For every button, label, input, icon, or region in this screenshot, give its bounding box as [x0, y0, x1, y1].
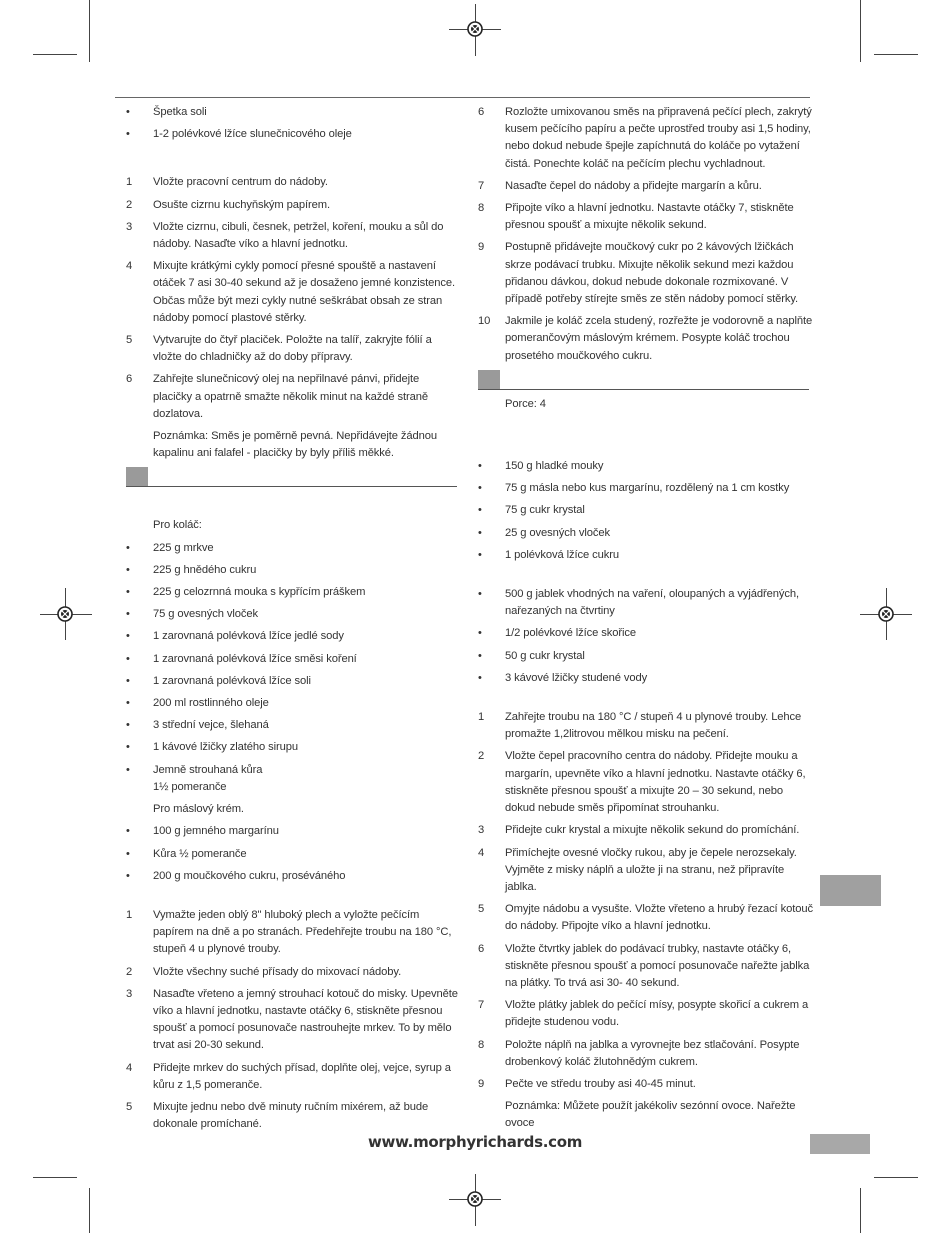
crop-mark-bottom-right-h: [874, 1177, 918, 1178]
step-item: 5 Omyjte nádobu a vysušte. Vložte vřeteno a hrubý řezací kotouč do nádoby. Připojte víko a hlavní jednotku.: [478, 903, 813, 933]
section-rule: [126, 486, 457, 487]
step-item: 4 Mixujte krátkými cykly pomocí přesné spouště a nastavení otáček 7 asi 30-40 sekund až je dosaženo jemné konzistence. Občas může být mezi cykly nutné seškrábat obsah ze stran nádoby pomocí plastové stěrky.: [126, 260, 455, 324]
step-item: 7 Nasaďte čepel do nádoby a přidejte margarín a kůru.: [478, 179, 762, 192]
subheading: Pro máslový krém.: [153, 803, 244, 816]
list-item: • 75 g cukr krystal: [478, 504, 585, 517]
step-item: 3 Vložte cizrnu, cibuli, česnek, petržel, koření, mouku a sůl do nádoby. Nasaďte víko a hlavní jednotku.: [126, 220, 444, 251]
step-item: 1 Zahřejte troubu na 180 °C / stupeň 4 u plynové trouby. Lehce promažte 1,2litrovou mělkou misku na pečení.: [478, 711, 802, 741]
language-tab: [820, 875, 881, 906]
list-item: • 1 zarovnaná polévková lžíce soli: [126, 674, 311, 687]
list-item: • 225 g celozrnná mouka s kypřícím práškem: [126, 586, 366, 599]
list-item: • 150 g hladké mouky: [478, 460, 604, 473]
crop-mark-bottom-right-v: [860, 1188, 861, 1233]
list-item: • 200 ml rostlinného oleje: [126, 697, 269, 710]
step-item: 2 Vložte všechny suché přísady do mixovací nádoby.: [126, 965, 402, 978]
registration-mark-right: [873, 601, 899, 627]
step-item: 1 Vymažte jeden oblý 8" hluboký plech a vyložte pečícím papírem na dně a po stranách. Předehřejte troubu na 180 °C, stupeň 4 u plynové trouby.: [126, 908, 452, 956]
list-item: • 50 g cukr krystal: [478, 649, 585, 662]
list-item: • 25 g ovesných vloček: [478, 526, 610, 539]
list-item: • 1 polévková lžíce cukru: [478, 548, 619, 561]
list-item: • 75 g ovesných vloček: [126, 608, 258, 621]
note: Poznámka: Můžete použít jakékoliv sezónní ovoce. Nařežte ovoce: [505, 1100, 796, 1130]
crop-mark-bottom-left-h: [33, 1177, 77, 1178]
section-marker: [126, 467, 148, 486]
list-item: • 500 g jablek vhodných na vaření, oloupaných a vyjádřených, nařezaných na čtvrtiny: [478, 588, 799, 618]
list-item: • 3 střední vejce, šlehaná: [126, 719, 269, 732]
list-item: • 1/2 polévkové lžíce skořice: [478, 627, 636, 640]
registration-mark-left: [52, 601, 78, 627]
crop-mark-top-right-v: [860, 0, 861, 62]
header-rule: [115, 97, 810, 98]
list-item: • 100 g jemného margarínu: [126, 825, 279, 838]
step-item: 6 Vložte čtvrtky jablek do podávací trubky, nastavte otáčky 6, stiskněte přesnou spoušť a pomocí posunovače nařežte jablka na plátky. To trvá asi 30- 40 sekund.: [478, 942, 810, 989]
page-number-tab: [810, 1134, 870, 1154]
step-item: 9 Pečte ve středu trouby asi 40-45 minut.: [478, 1077, 696, 1090]
list-item: • 225 g hnědého cukru: [126, 563, 257, 576]
step-item: 7 Vložte plátky jablek do pečící mísy, posypte skořicí a cukrem a přidejte studenou vodu.: [478, 999, 809, 1029]
crop-mark-bottom-left-v: [89, 1188, 90, 1233]
list-item: • Špetka soli: [126, 106, 207, 118]
list-item: • 1-2 polévkové lžíce slunečnicového oleje: [126, 128, 352, 141]
crop-mark-top-left-v: [89, 0, 90, 62]
step-item: 2 Osušte cizrnu kuchyňským papírem.: [126, 198, 331, 211]
step-item: 2 Vložte čepel pracovního centra do nádoby. Přidejte mouku a margarín, upevněte víko a hlavní jednotku. Nastavte otáčky 6, stiskněte přesnou spoušť a mixujte 20 – 30 sekund, nebo dokud nebude směs připomínat strouhanku.: [478, 750, 806, 815]
step-item: 8 Položte náplň na jablka a vyrovnejte bez stlačování. Posypte drobenkový koláč žlutohnědým cukrem.: [478, 1038, 800, 1068]
section-rule: [478, 389, 809, 390]
step-item: 3 Přidejte cukr krystal a mixujte několik sekund do promíchání.: [478, 824, 800, 837]
list-item: • Kůra ½ pomeranče: [126, 847, 247, 860]
list-item: • 1 kávové lžičky zlatého sirupu: [126, 741, 298, 754]
step-item: 3 Nasaďte vřeteno a jemný strouhací kotouč do misky. Upevněte víko a hlavní jednotku, nastavte otáčky 6, stiskněte přesnou spoušť a pomocí posunovače nastrouhejte mrkev. To by mělo trvat asi 20-30 sekund.: [126, 987, 458, 1052]
step-item: 5 Mixujte jednu nebo dvě minuty ručním mixérem, až bude dokonale promíchané.: [126, 1100, 429, 1131]
step-item: 4 Přimíchejte ovesné vločky rukou, aby je čepele nerozsekaly. Vyjměte z misky náplň a uložte ji na stranu, než připravíte jablka.: [478, 846, 797, 893]
portions: Porce: 4: [505, 397, 546, 410]
right-column: [478, 104, 813, 1133]
section-header: [478, 370, 813, 390]
crop-mark-top-right-h: [874, 54, 918, 55]
list-item: • 3 kávové lžičky studené vody: [478, 671, 648, 684]
list-item: • 1 zarovnaná polévková lžíce směsi koření: [126, 652, 357, 665]
note: Poznámka: Směs je poměrně pevná. Nepřidávejte žádnou kapalinu ani falafel - placičky by byly příliš měkké.: [153, 430, 437, 460]
subheading: Pro koláč:: [153, 519, 202, 532]
step-item: 8 Připojte víko a hlavní jednotku. Nastavte otáčky 7, stiskněte přesnou spoušť a mixujte několik sekund.: [478, 202, 794, 232]
footer-url: www.morphyrichards.com: [367, 1133, 583, 1151]
list-item: • 225 g mrkve: [126, 541, 214, 554]
list-item: • 200 g moučkového cukru, proséváného: [126, 869, 346, 882]
section-marker: [478, 370, 500, 389]
step-item: 9 Postupně přidávejte moučkový cukr po 2 kávových lžičkách skrze podávací trubku. Mixujte několik sekund mezi každou přidanou dávkou, dokud nebude dokonale rozmixované. V případě potřeby stírejte směs ze stěn nádoby pomocí stěrky.: [478, 241, 798, 306]
section-header: [126, 467, 460, 487]
list-item-continuation: 1½ pomeranče: [153, 780, 227, 793]
list-item: • Jemně strouhaná kůra: [126, 763, 263, 776]
step-item: 6 Rozložte umixovanou směs na připravená pečící plech, zakrytý kusem pečícího papíru a pečte uprostřed trouby asi 1,5 hodiny, nebo dokud nebude špejle zapíchnutá do koláče po vytažení čistá. Ponechte koláč na pečícím plechu vychladnout.: [478, 106, 812, 170]
list-item: • 75 g másla nebo kus margarínu, rozdělený na 1 cm kostky: [478, 482, 790, 495]
crop-mark-top-left-h: [33, 54, 77, 55]
registration-mark-bottom: [462, 1186, 488, 1212]
step-item: 5 Vytvarujte do čtyř placiček. Položte na talíř, zakryjte fólií a vložte do chladničky až do doby přípravy.: [126, 334, 432, 364]
list-item: • 1 zarovnaná polévková lžíce jedlé sody: [126, 630, 344, 643]
left-column: [126, 104, 460, 1138]
step-item: 1 Vložte pracovní centrum do nádoby.: [126, 176, 328, 189]
step-item: 4 Přidejte mrkev do suchých přísad, doplňte olej, vejce, syrup a kůru z 1,5 pomeranče.: [126, 1061, 451, 1091]
registration-mark-top: [462, 16, 488, 42]
step-item: 10 Jakmile je koláč zcela studený, rozřežte je vodorovně a naplňte pomerančovým máslovým krémem. Posypte koláč trochou prosetého moučkového cukru.: [478, 315, 813, 362]
step-item: 6 Zahřejte slunečnicový olej na nepřilnavé pánvi, přidejte placičky a opatrně smažte několik minut na každé straně dozlatova.: [126, 373, 428, 420]
